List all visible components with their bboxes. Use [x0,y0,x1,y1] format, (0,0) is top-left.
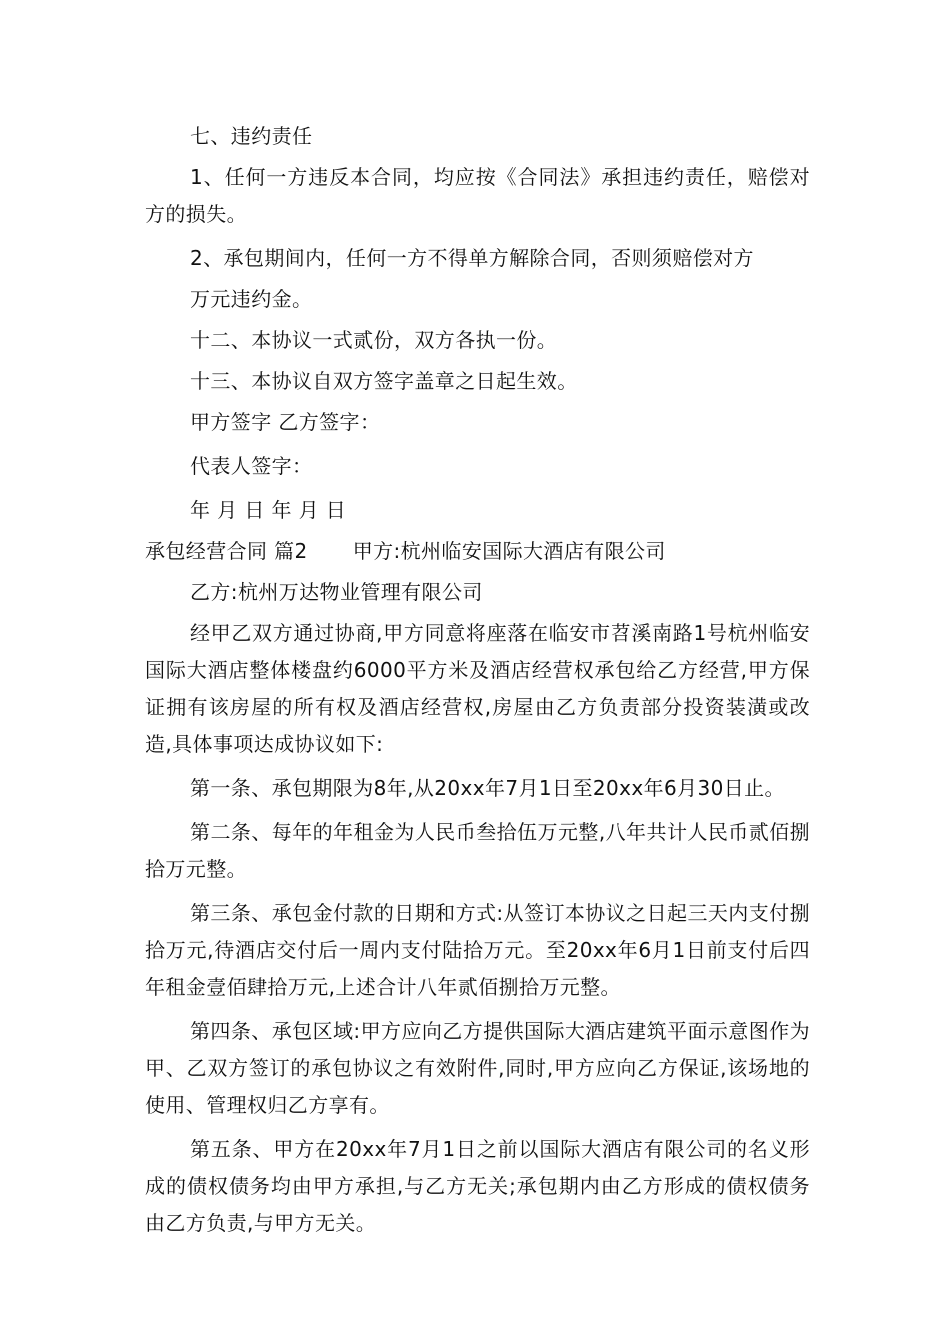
section7-item2-line2: 万元违约金。 [190,287,313,311]
article-3: 第三条、承包金付款的日期和方式:从签订本协议之日起三天内支付捌拾万元,待酒店交付后一周内支付陆拾万元。至20xx年6月1日前支付后四年租金壹佰肆拾万元,上述合计八年贰佰捌拾万元整。 [145,901,810,999]
preamble: 经甲乙双方通过协商,甲方同意将座落在临安市苕溪南路1号杭州临安国际大酒店整体楼盘约6000平方米及酒店经营权承包给乙方经营,甲方保证拥有该房屋的所有权及酒店经营权,房屋由乙方负责部分投资装潢或改造,具体事项达成协议如下: [145,621,810,756]
article-1: 第一条、承包期限为8年,从20xx年7月1日至20xx年6月30日止。 [190,776,785,800]
representative-line: 代表人签字： [190,454,313,478]
date-line: 年 月 日 年 月 日 [190,498,347,522]
party-b: 乙方:杭州万达物业管理有限公司 [190,580,483,604]
section7-item1: 1、任何一方违反本合同，均应按《合同法》承担违约责任，赔偿对方的损失。 [145,165,810,226]
party-a: 甲方:杭州临安国际大酒店有限公司 [352,539,666,563]
signature-line: 甲方签字 乙方签字： [190,410,381,434]
article-5: 第五条、甲方在20xx年7月1日之前以国际大酒店有限公司的名义形成的债权债务均由甲方承担,与乙方无关;承包期内由乙方形成的债权债务由乙方负责,与甲方无关。 [145,1137,810,1235]
contract2-title: 承包经营合同 篇2 [145,539,308,563]
article-4: 第四条、承包区域:甲方应向乙方提供国际大酒店建筑平面示意图作为甲、乙双方签订的承包协议之有效附件,同时,甲方应向乙方保证,该场地的使用、管理权归乙方享有。 [145,1019,810,1117]
section13: 十三、本协议自双方签字盖章之日起生效。 [190,369,578,393]
section12: 十二、本协议一式贰份，双方各执一份。 [190,328,558,352]
document-body [145,118,810,1242]
section7-item2-line1: 2、承包期间内，任何一方不得单方解除合同，否则须赔偿对方 [190,246,754,270]
contract2-header [145,533,810,570]
article-2: 第二条、每年的年租金为人民币叁拾伍万元整,八年共计人民币贰佰捌拾万元整。 [145,820,810,881]
section7-title: 七、违约责任 [190,124,313,148]
